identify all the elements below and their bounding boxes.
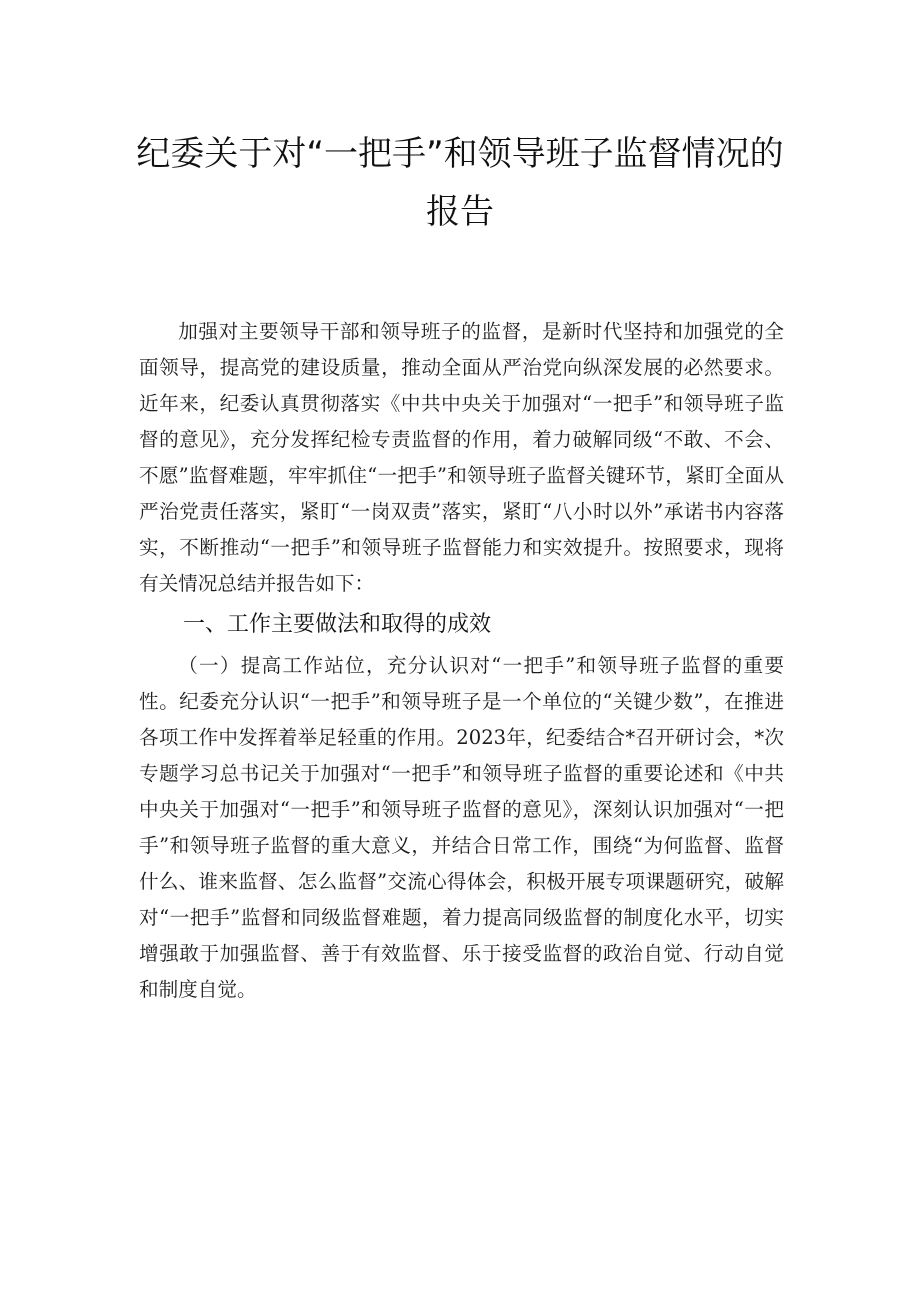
document-title-line-1: 纪委关于对“一把手”和领导班子监督情况的 <box>136 134 784 174</box>
subsection-paragraph-1: （一）提高工作站位，充分认识对“一把手”和领导班子监督的重要性。纪委充分认识“一把手”和领导班子是一个单位的“关键少数”，在推进各项工作中发挥着举足轻重的作用。2023年，纪委结合*召开研讨会，*次专题学习总书记关于加强对“一把手”和领导班子监督的重要论述和《中共中央关于加强对“一把手”和领导班子监督的意见》，深刻认识加强对“一把手”和领导班子监督的重大意义，并结合日常工作，围绕“为何监督、监督什么、谁来监督、怎么监督”交流心得体会，积极开展专项课题研究，破解对“一把手”监督和同级监督难题，着力提高同级监督的制度化水平，切实增强敢于加强监督、善于有效监督、乐于接受监督的政治自觉、行动自觉和制度自觉。 <box>139 654 784 1001</box>
document-body <box>139 314 784 1008</box>
section-heading-1: 一、工作主要做法和取得的成效 <box>183 612 492 637</box>
intro-paragraph: 加强对主要领导干部和领导班子的监督，是新时代坚持和加强党的全面领导，提高党的建设质量，推动全面从严治党向纵深发展的必然要求。近年来，纪委认真贯彻落实《中共中央关于加强对“一把手”和领导班子监督的意见》，充分发挥纪检专责监督的作用，着力破解同级“不敢、不会、不愿”监督难题，牢牢抓住“一把手”和领导班子监督关键环节，紧盯全面从严治党责任落实，紧盯“一岗双责”落实，紧盯“八小时以外”承诺书内容落实，不断推动“一把手”和领导班子监督能力和实效提升。按照要求，现将有关情况总结并报告如下： <box>139 320 784 595</box>
document-title-line-2: 报告 <box>426 192 494 232</box>
